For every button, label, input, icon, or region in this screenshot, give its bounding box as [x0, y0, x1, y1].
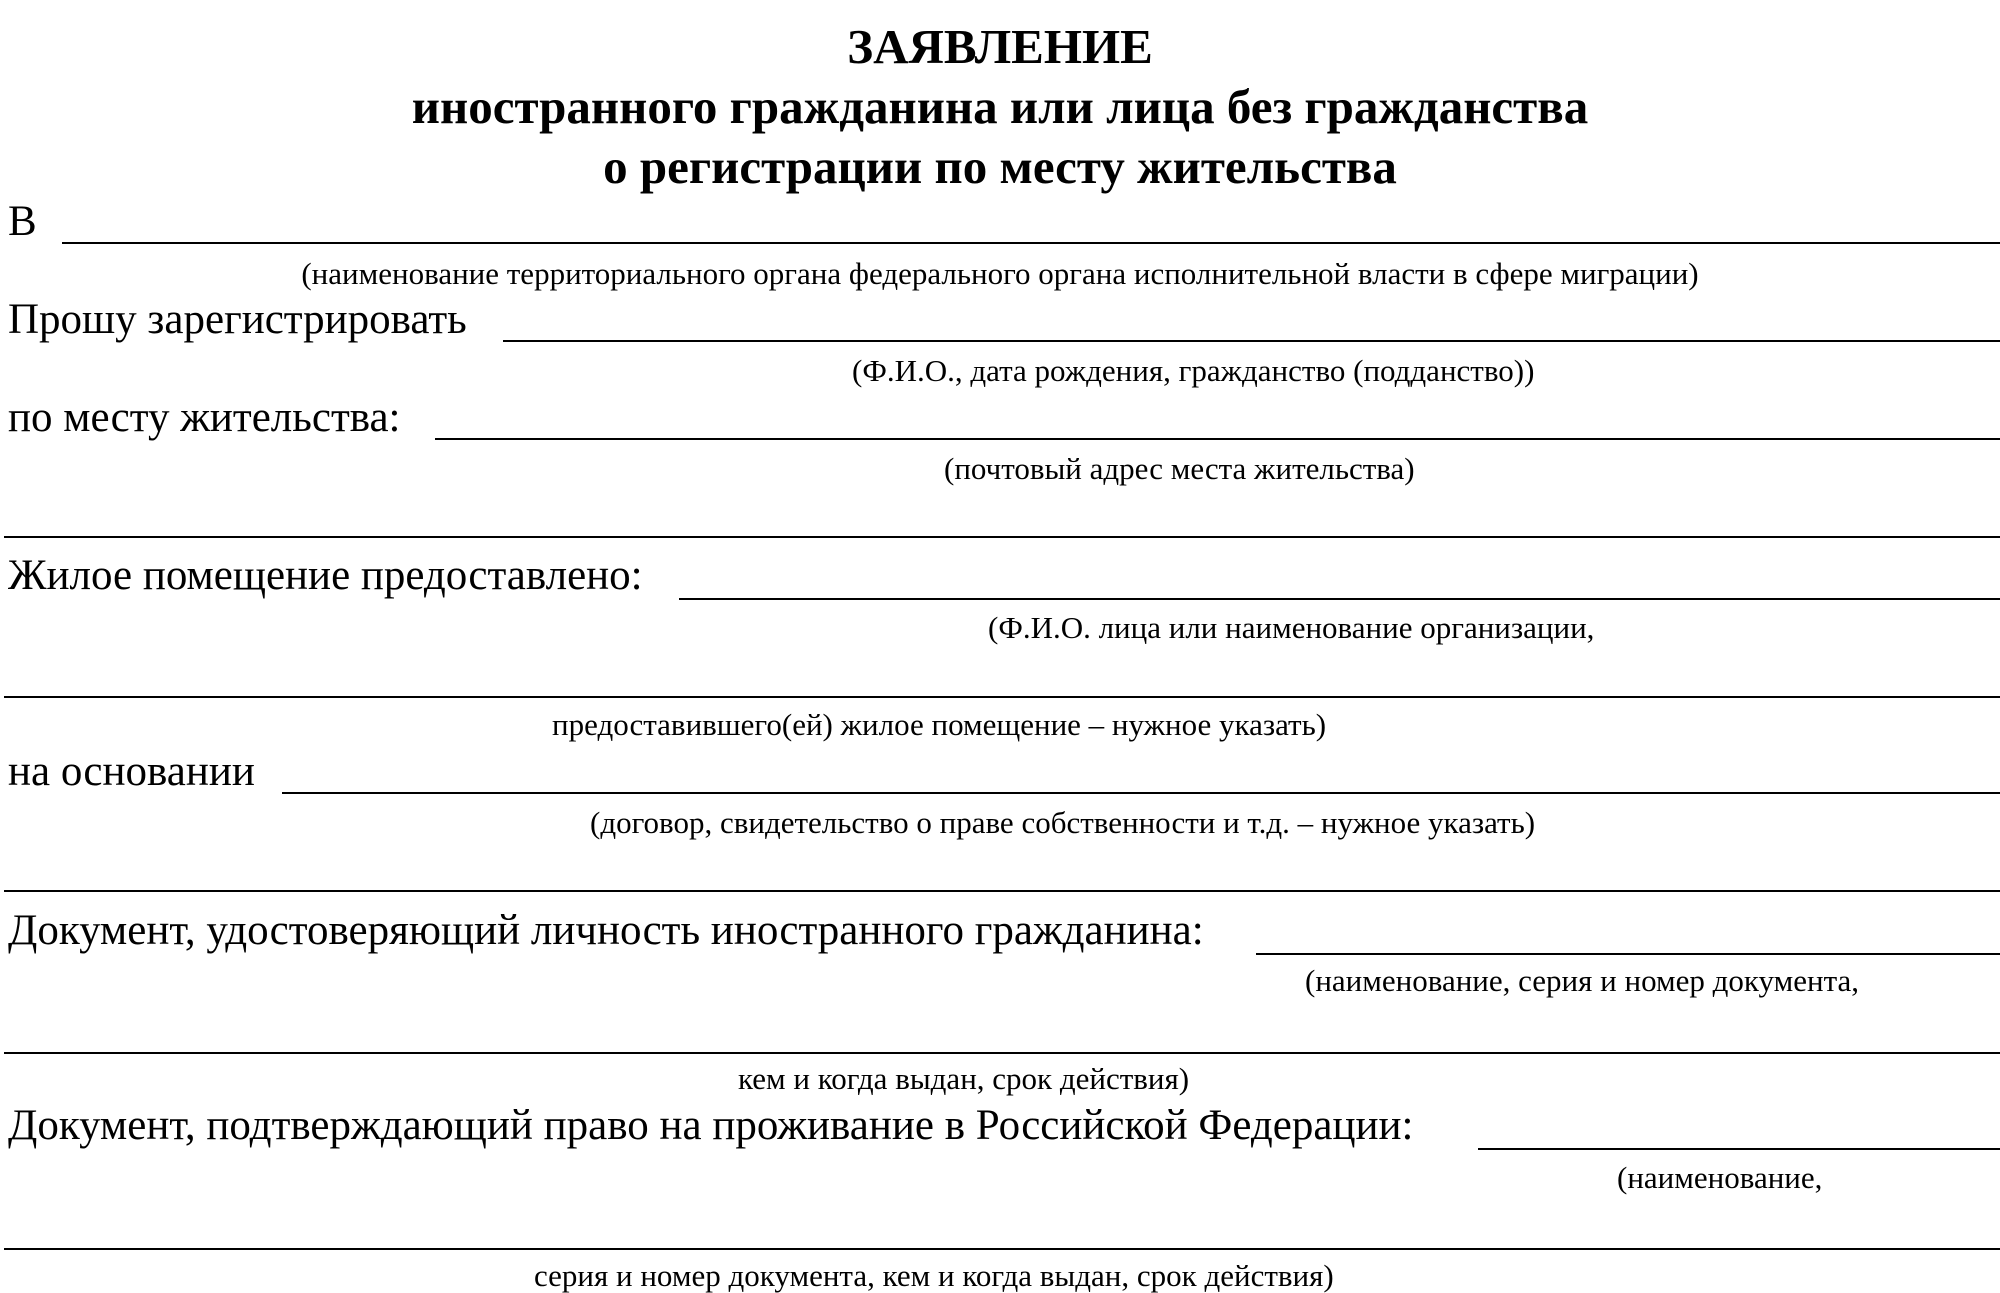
applicant-hint: (Ф.И.О., дата рождения, гражданство (подданство)): [852, 353, 1535, 388]
to-prefix-label: В: [8, 198, 37, 245]
identity-document-field-line2[interactable]: [4, 1052, 2000, 1054]
housing-label: Жилое помещение предоставлено:: [8, 552, 643, 599]
identity-document-field[interactable]: [1256, 953, 2000, 955]
document-subtitle-line2: о регистрации по месту жительства: [603, 139, 1397, 194]
identity-document-label: Документ, удостоверяющий личность иностранного гражданина:: [8, 907, 1204, 954]
residence-right-document-field[interactable]: [1478, 1148, 2000, 1150]
residence-address-field-line2[interactable]: [4, 536, 2000, 538]
identity-document-hint: (наименование, серия и номер документа,: [1305, 963, 1860, 998]
residence-right-document-field-line2[interactable]: [4, 1248, 2000, 1250]
basis-label: на основании: [8, 748, 255, 795]
residence-address-field[interactable]: [435, 438, 2000, 440]
basis-hint: (договор, свидетельство о праве собственности и т.д. – нужное указать): [590, 805, 1536, 840]
residence-right-document-hint: (наименование,: [1617, 1160, 1823, 1195]
housing-provider-hint: (Ф.И.О. лица или наименование организации,: [988, 610, 1595, 645]
housing-provider-field[interactable]: [679, 598, 2000, 600]
residence-right-document-hint-line2: серия и номер документа, кем и когда выдан, срок действия): [534, 1258, 1334, 1293]
housing-provider-field-line2[interactable]: [4, 696, 2000, 698]
identity-document-hint-line2: кем и когда выдан, срок действия): [738, 1061, 1190, 1096]
document-subtitle-line1: иностранного гражданина или лица без гражданства: [411, 79, 1589, 134]
residence-label: по месту жительства:: [8, 394, 401, 441]
authority-field[interactable]: [62, 242, 2000, 244]
residence-address-hint: (почтовый адрес места жительства): [944, 451, 1415, 486]
authority-hint: (наименование территориального органа федерального органа исполнительной власти в сфере миграции): [301, 256, 1699, 291]
basis-field[interactable]: [282, 792, 2000, 794]
housing-provider-hint-line2: предоставившего(ей) жилое помещение – нужное указать): [552, 707, 1327, 742]
document-title: ЗАЯВЛЕНИЕ: [847, 19, 1153, 74]
register-label: Прошу зарегистрировать: [8, 296, 467, 343]
residence-right-document-label: Документ, подтверждающий право на проживание в Российской Федерации:: [8, 1102, 1414, 1149]
applicant-field[interactable]: [503, 340, 2000, 342]
basis-field-line2[interactable]: [4, 890, 2000, 892]
